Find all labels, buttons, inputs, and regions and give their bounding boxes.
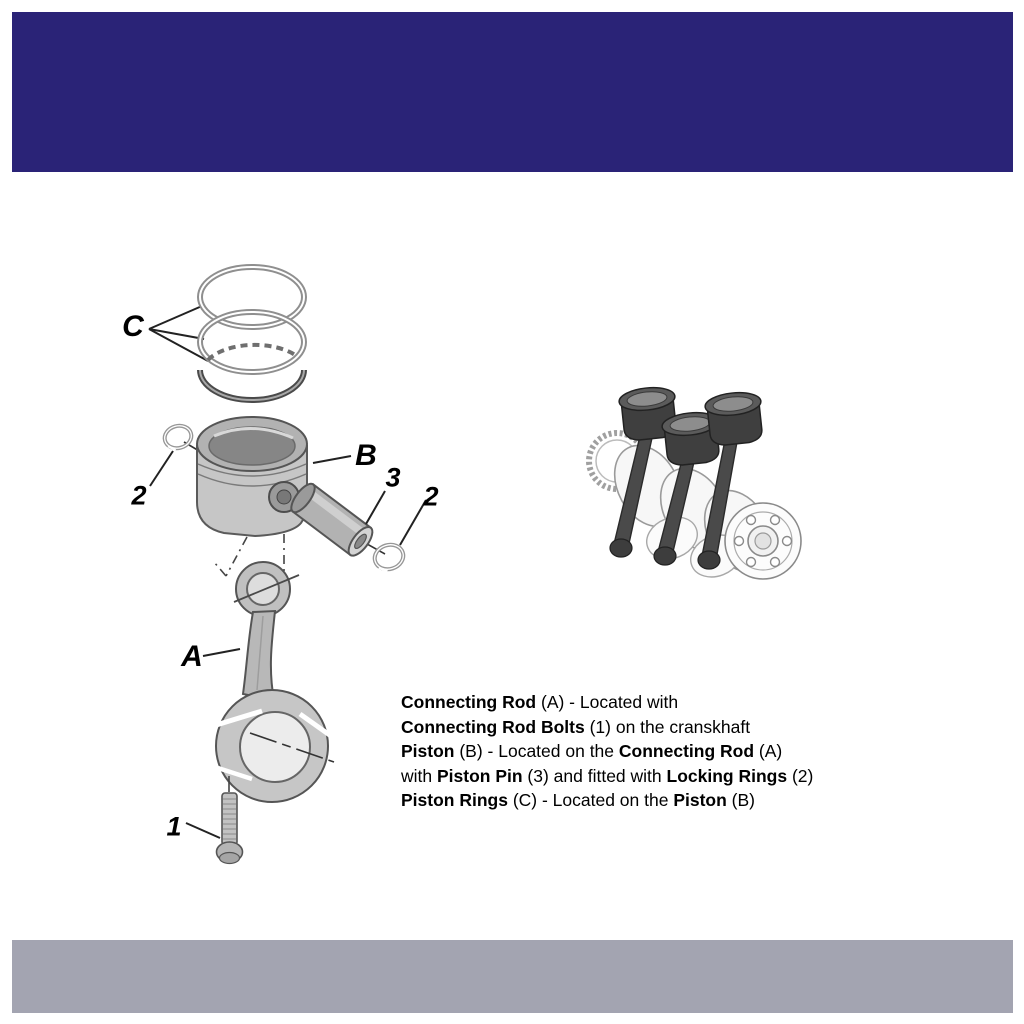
callout-label-3: 3 bbox=[385, 462, 401, 493]
assembly-piston-3 bbox=[704, 390, 765, 447]
piston-illustration bbox=[197, 417, 307, 536]
description-line: Connecting Rod (A) - Located with bbox=[401, 692, 679, 712]
callout-label-a: A bbox=[181, 640, 203, 673]
callout-label-c: C bbox=[122, 310, 144, 343]
description-line: with Piston Pin (3) and fitted with Locking Rings (2) bbox=[401, 765, 814, 786]
callout-label-b: B bbox=[355, 439, 377, 472]
locking-ring-left-illustration bbox=[162, 423, 194, 453]
callout-label-2-right: 2 bbox=[423, 481, 439, 512]
callout-label-2-left: 2 bbox=[131, 480, 147, 511]
callout-label-1: 1 bbox=[166, 811, 182, 842]
description-line: Piston Rings (C) - Located on the Piston (B) bbox=[401, 790, 756, 810]
footer-bar bbox=[12, 940, 1013, 1013]
connecting-rod-illustration bbox=[213, 562, 334, 802]
locking-ring-right-illustration bbox=[372, 541, 407, 574]
description-text bbox=[401, 690, 891, 813]
description-line: Piston (B) - Located on the Connecting Rod (A) bbox=[401, 741, 783, 761]
piston-rings-illustration bbox=[200, 267, 304, 400]
description-line: Connecting Rod Bolts (1) on the cranskhaft bbox=[401, 716, 751, 737]
crankshaft-assembly-illustration bbox=[589, 385, 801, 584]
